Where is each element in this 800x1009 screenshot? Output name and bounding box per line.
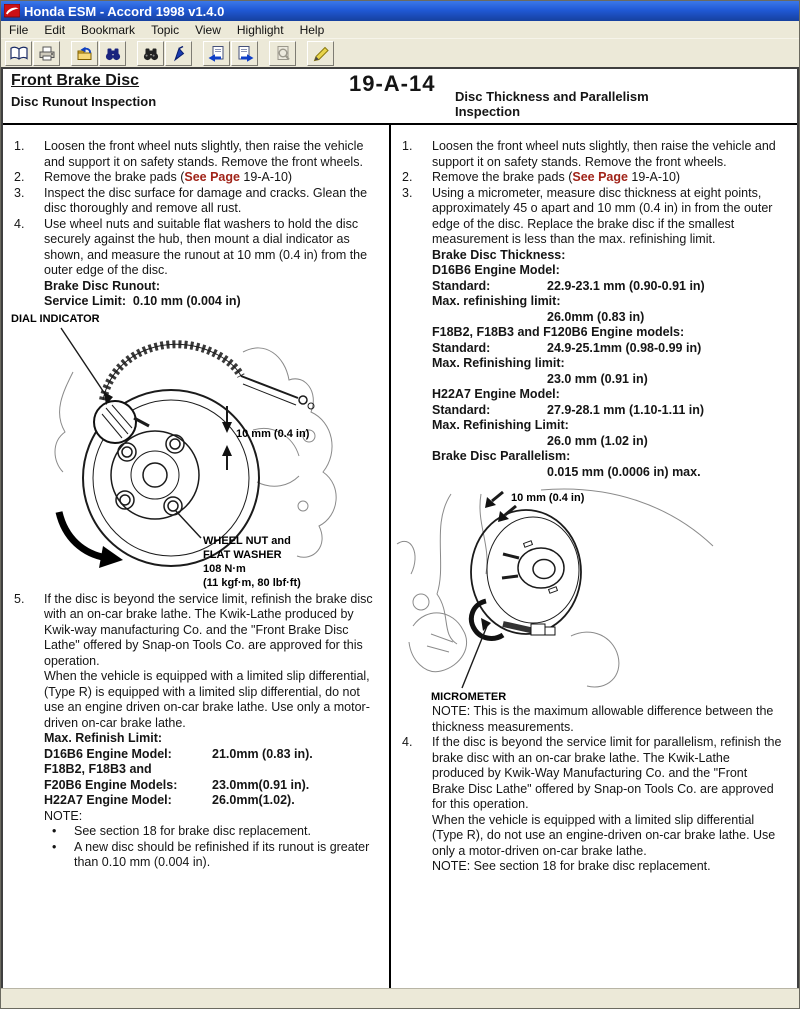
spec-row: H22A7 Engine Model: bbox=[432, 387, 560, 401]
folder-back-button[interactable] bbox=[71, 41, 98, 66]
left-column-heading: Disc Runout Inspection bbox=[11, 94, 157, 109]
see-page-link[interactable]: See Page bbox=[572, 170, 628, 184]
print-button[interactable] bbox=[33, 41, 60, 66]
left-step-3: 3. Inspect the disc surface for damage and cracks. Glean the disc thoroughly and remove all rust. bbox=[14, 185, 368, 215]
highlighter-button[interactable] bbox=[307, 41, 334, 66]
menu-view[interactable]: View bbox=[195, 22, 221, 37]
annotate-pen-button[interactable] bbox=[165, 41, 192, 66]
spec-row: H22A7 Engine Model: 26.0mm(1.02). bbox=[44, 793, 295, 807]
contents-button[interactable] bbox=[5, 41, 32, 66]
document-viewport bbox=[1, 67, 799, 989]
note-bullet-1: • See section 18 for brake disc replacement. bbox=[44, 824, 389, 840]
dimension-label: 10 mm (0.4 in) bbox=[511, 492, 585, 504]
spec-row: D16B6 Engine Model: bbox=[432, 263, 560, 277]
spec-row: Brake Disc Parallelism: bbox=[432, 449, 571, 463]
next-topic-button[interactable] bbox=[231, 41, 258, 66]
left-step-4: 4. Use wheel nuts and suitable flat washers to hold the disc securely against the hub, then mount a dial indicator as shown, and measure the runout at 10 mm (0.4 in) from the outer edge of the disc. bbox=[14, 216, 368, 277]
note-bullet-2: • A new disc should be refinished if its runout is greater than 0.10 mm (0.004 in). bbox=[44, 840, 389, 871]
dimension-label: 10 mm (0.4 in) bbox=[236, 427, 310, 440]
find-button[interactable] bbox=[137, 41, 164, 66]
toolbar-separator bbox=[61, 53, 71, 54]
spec-row: Standard: 22.9-23.1 mm (0.90-0.91 in) bbox=[432, 278, 705, 293]
micrometer-label: MICROMETER bbox=[431, 691, 507, 703]
micrometer-note: NOTE: This is the maximum allowable difference between the thickness measurements. bbox=[432, 704, 774, 734]
spec-row: 23.0 mm (0.91 in) bbox=[547, 371, 648, 386]
spec-row: Max. Refinishing Limit: bbox=[432, 418, 569, 432]
menu-topic[interactable]: Topic bbox=[151, 22, 180, 37]
spec-row: Standard: 24.9-25.1mm (0.98-0.99 in) bbox=[432, 340, 702, 355]
binoculars-blue-icon bbox=[103, 45, 123, 62]
spec-row: Max. Refinishing limit: bbox=[432, 356, 565, 370]
spec-row: D16B6 Engine Model: 21.0mm (0.83 in). bbox=[44, 746, 313, 761]
spec-row: Max. refinishing limit: bbox=[432, 294, 561, 308]
right-column bbox=[391, 125, 797, 989]
right-step-1: 1. Loosen the front wheel nuts slightly, then raise the vehicle and support it on safety stands. Remove the front wheels. bbox=[402, 139, 776, 169]
menu-highlight[interactable]: Highlight bbox=[236, 22, 284, 37]
previous-topic-button[interactable] bbox=[203, 41, 230, 66]
menu-bookmark[interactable]: Bookmark bbox=[81, 22, 136, 37]
torque-label-1: 108 N·m bbox=[203, 562, 246, 575]
spec-row: F18B2, F18B3 and bbox=[44, 762, 152, 776]
spec-row: 26.0 mm (1.02 in) bbox=[547, 433, 648, 448]
page-magnifier-icon bbox=[273, 45, 293, 62]
dial-indicator-figure bbox=[3, 310, 383, 592]
spec-row: 0.015 mm (0.0006 in) max. bbox=[547, 464, 701, 479]
bullet-icon: • bbox=[52, 824, 57, 838]
search-bookmark-button[interactable] bbox=[99, 41, 126, 66]
torque-label-2: (11 kgf·m, 80 lbf·ft) bbox=[203, 576, 301, 589]
runout-spec-label: Brake Disc Runout: bbox=[44, 278, 160, 293]
zoom-page-button-disabled[interactable] bbox=[269, 41, 296, 66]
folder-back-arrow-icon bbox=[75, 45, 95, 62]
toolbar-separator bbox=[127, 53, 137, 54]
binoculars-icon bbox=[141, 45, 161, 62]
micrometer-figure bbox=[391, 484, 786, 704]
spec-row: F18B2, F18B3 and F120B6 Engine models: bbox=[432, 325, 685, 339]
pencil-icon bbox=[311, 45, 331, 62]
pen-icon bbox=[169, 45, 189, 62]
left-step-5: 5. If the disc is beyond the service limit, refinish the brake disc with an on-car brake lathe. The Kwik-Lathe produced by Kwik-way manufacturing Co. and the "Front Brake Disc Lathe" offered by Snap-on Tools Co. are approved for this operation. When the vehicle is equipped with a limited slip differential, (Type R) is equipped with a limited slip differential, do not use an engine driven on-car brake lathe. Use only a motor-driven on-car brake lathe. bbox=[14, 591, 373, 730]
spec-row: Max. Refinish Limit: bbox=[44, 731, 163, 745]
page-right-arrow-icon bbox=[235, 45, 255, 62]
spec-row: Brake Disc Thickness: bbox=[432, 247, 566, 262]
left-step-1: 1. Loosen the front wheel nuts slightly, then raise the vehicle and support it on safety stands. Remove the front wheels. bbox=[14, 139, 364, 169]
spec-row: F20B6 Engine Models: 23.0mm(0.91 in). bbox=[44, 777, 310, 792]
status-bar bbox=[1, 988, 799, 1008]
left-step-2: 2. Remove the brake pads (See Page 19-A-10) bbox=[14, 170, 293, 184]
dial-indicator-label: DIAL INDICATOR bbox=[11, 312, 100, 325]
open-book-icon bbox=[9, 45, 29, 62]
right-step-3: 3. Using a micrometer, measure disc thickness at eight points, approximately 45 o apart and 10 mm (0.4 in) in from the outer edge of the disc. Replace the brake disc if the smallest measurement is less than the max. refinishing limit. bbox=[402, 185, 773, 246]
menu-file[interactable]: File bbox=[9, 22, 29, 37]
left-column bbox=[3, 125, 389, 989]
menubar bbox=[1, 21, 799, 39]
page-left-arrow-icon bbox=[207, 45, 227, 62]
right-step-4: 4. If the disc is beyond the service limit for parallelism, refinish the brake disc with an on-car brake lathe. The Kwik-Lathe produced by Kwik-Way Manufacturing Co. and the "Front Brake Disc Lathe" offered by Snap-on Tools Co. are approved for this operation. When the vehicle is equipped with a limited slip differential (Type R), do not use an engine-driven on-car brake lathe. Use only a motor-driven on-car brake lathe. NOTE: See section 18 for brake disc replacement. bbox=[402, 735, 782, 873]
right-column-heading: Disc Thickness and Parallelism Inspection bbox=[455, 89, 649, 119]
right-step-2: 2. Remove the brake pads (See Page 19-A-10) bbox=[402, 170, 681, 184]
service-limit-value: Service Limit: 0.10 mm (0.004 in) bbox=[44, 294, 241, 308]
document-header bbox=[3, 69, 797, 123]
menu-edit[interactable]: Edit bbox=[44, 22, 66, 37]
menu-help[interactable]: Help bbox=[299, 22, 325, 37]
printer-icon bbox=[37, 45, 57, 62]
toolbar-separator bbox=[259, 53, 269, 54]
spec-row: 26.0mm (0.83 in) bbox=[547, 309, 645, 324]
bullet-icon: • bbox=[52, 839, 57, 854]
page-title: Front Brake Disc bbox=[11, 72, 140, 89]
see-page-link[interactable]: See Page bbox=[184, 170, 240, 184]
wheel-nut-label-1: WHEEL NUT and bbox=[203, 534, 291, 547]
toolbar-separator bbox=[193, 53, 203, 54]
titlebar bbox=[1, 1, 799, 21]
spec-row: Standard: 27.9-28.1 mm (1.10-1.11 in) bbox=[432, 402, 705, 417]
toolbar bbox=[1, 39, 799, 67]
window-title: Honda ESM - Accord 1998 v1.4.0 bbox=[24, 3, 225, 19]
toolbar-separator bbox=[297, 53, 307, 54]
wheel-nut-label-2: FLAT WASHER bbox=[203, 548, 282, 561]
page-number: 19-A-14 bbox=[349, 71, 436, 96]
honda-logo-icon bbox=[4, 4, 20, 18]
note-label: NOTE: bbox=[44, 808, 83, 823]
